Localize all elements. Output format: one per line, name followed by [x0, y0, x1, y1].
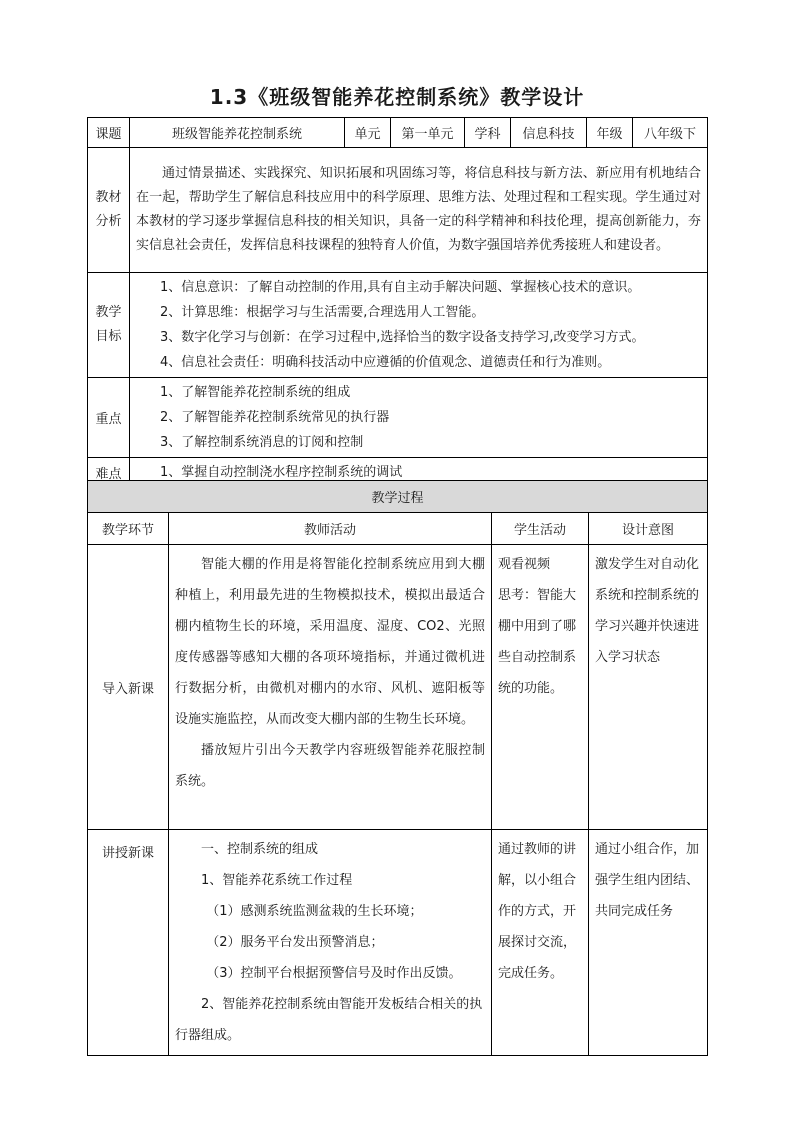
teacher-activity-cell: [169, 830, 492, 1056]
teaching-process-table: [87, 480, 708, 1056]
key-point-item: 2、了解智能养花控制系统常见的执行器: [160, 410, 390, 425]
teacher-activity-cell: [169, 545, 492, 830]
column-header-teacher: 教师活动: [169, 513, 492, 545]
teacher-line: （3）控制平台根据预警信号及时作出反馈。: [206, 966, 462, 981]
goals-label-line2: 目标: [95, 329, 122, 344]
table-row: [88, 830, 708, 1056]
key-point-item: 1、了解智能养花控制系统的组成: [160, 385, 351, 400]
subject-label: 学科: [465, 118, 511, 148]
analysis-label: [88, 148, 130, 273]
goal-item: 2、计算思维：根据学习与生活需要,合理选用人工智能。: [160, 305, 485, 320]
goals-label: [88, 273, 130, 378]
analysis-label-line2: 分析: [95, 214, 122, 229]
key-points-label: 重点: [88, 378, 130, 458]
key-point-item: 3、了解控制系统消息的订阅和控制: [160, 435, 364, 450]
difficult-label: 难点: [88, 458, 130, 488]
teacher-line: 2、智能养花控制系统由智能开发板结合相关的执行器组成。: [175, 997, 483, 1043]
goals-list: [130, 273, 708, 378]
goal-item: 3、数字化学习与创新：在学习过程中,选择恰当的数字设备支持学习,改变学习方式。: [160, 330, 645, 345]
goal-item: 4、信息社会责任：明确科技活动中应遵循的价值观念、道德责任和行为准则。: [160, 355, 611, 370]
student-activity-cell: 通过教师的讲解，以小组合作的方式，开展探讨交流，完成任务。: [492, 830, 589, 1056]
student-activity-cell: 观看视频 思考：智能大棚中用到了哪些自动控制系统的功能。: [492, 545, 589, 830]
teacher-paragraph: 播放短片引出今天教学内容班级智能养花服控制系统。: [175, 743, 485, 789]
key-points-row: [88, 378, 708, 458]
grade-label: 年级: [587, 118, 633, 148]
lesson-info-table: [87, 117, 708, 488]
teacher-line: （1）感测系统监测盆栽的生长环境；: [206, 904, 423, 919]
column-header-student: 学生活动: [492, 513, 589, 545]
stage-cell: 导入新课: [88, 545, 169, 830]
stage-cell: 讲授新课: [88, 830, 169, 1056]
teacher-line: （2）服务平台发出预警消息；: [206, 935, 384, 950]
process-heading-row: [88, 481, 708, 513]
difficult-text: 1、掌握自动控制浇水程序控制系统的调试: [130, 458, 708, 488]
design-intent-cell: 通过小组合作，加强学生组内团结、共同完成任务: [589, 830, 708, 1056]
column-header-stage: 教学环节: [88, 513, 169, 545]
unit-value: 第一单元: [391, 118, 465, 148]
analysis-text: 通过情景描述、实践探究、知识拓展和巩固练习等，将信息科技与新方法、新应用有机地结合在一起，帮助学生了解信息科技应用中的科学原理、思维方法、处理过程和工程实现。学生通过对本教材的学习逐步掌握信息科技的相关知识，具备一定的科学精神和科技伦理，提高创新能力，夯实信息社会责任，发挥信息科技课程的独特育人价值，为数字强国培养优秀接班人和建设者。: [130, 148, 708, 273]
course-label: 课题: [88, 118, 130, 148]
design-intent-cell: 激发学生对自动化系统和控制系统的学习兴趣并快速进入学习状态: [589, 545, 708, 830]
unit-label: 单元: [345, 118, 391, 148]
key-points-list: [130, 378, 708, 458]
process-heading: 教学过程: [88, 481, 708, 513]
goals-label-line1: 教学: [95, 305, 122, 320]
process-column-header-row: [88, 513, 708, 545]
table-row: [88, 545, 708, 830]
teacher-line: 一、控制系统的组成: [201, 842, 319, 857]
info-row: [88, 118, 708, 148]
grade-value: 八年级下: [633, 118, 708, 148]
analysis-row: [88, 148, 708, 273]
subject-value: 信息科技: [511, 118, 587, 148]
teacher-paragraph: 智能大棚的作用是将智能化控制系统应用到大棚种植上，利用最先进的生物模拟技术，模拟出最适合棚内植物生长的环境，采用温度、湿度、CO2、光照度传感器等感知大棚的各项环境指标，并通过微机进行数据分析，由微机对棚内的水帘、风机、遮阳板等设施实施监控，从而改变大棚内部的生物生长环境。: [175, 557, 485, 727]
goal-item: 1、信息意识：了解自动控制的作用,具有自主动手解决问题、掌握核心技术的意识。: [160, 280, 641, 295]
column-header-intent: 设计意图: [589, 513, 708, 545]
page-title: 1.3《班级智能养花控制系统》教学设计: [209, 85, 585, 109]
teacher-line: 1、智能养花系统工作过程: [201, 873, 353, 888]
course-value: 班级智能养花控制系统: [130, 118, 345, 148]
analysis-label-line1: 教材: [95, 190, 122, 205]
goals-row: [88, 273, 708, 378]
